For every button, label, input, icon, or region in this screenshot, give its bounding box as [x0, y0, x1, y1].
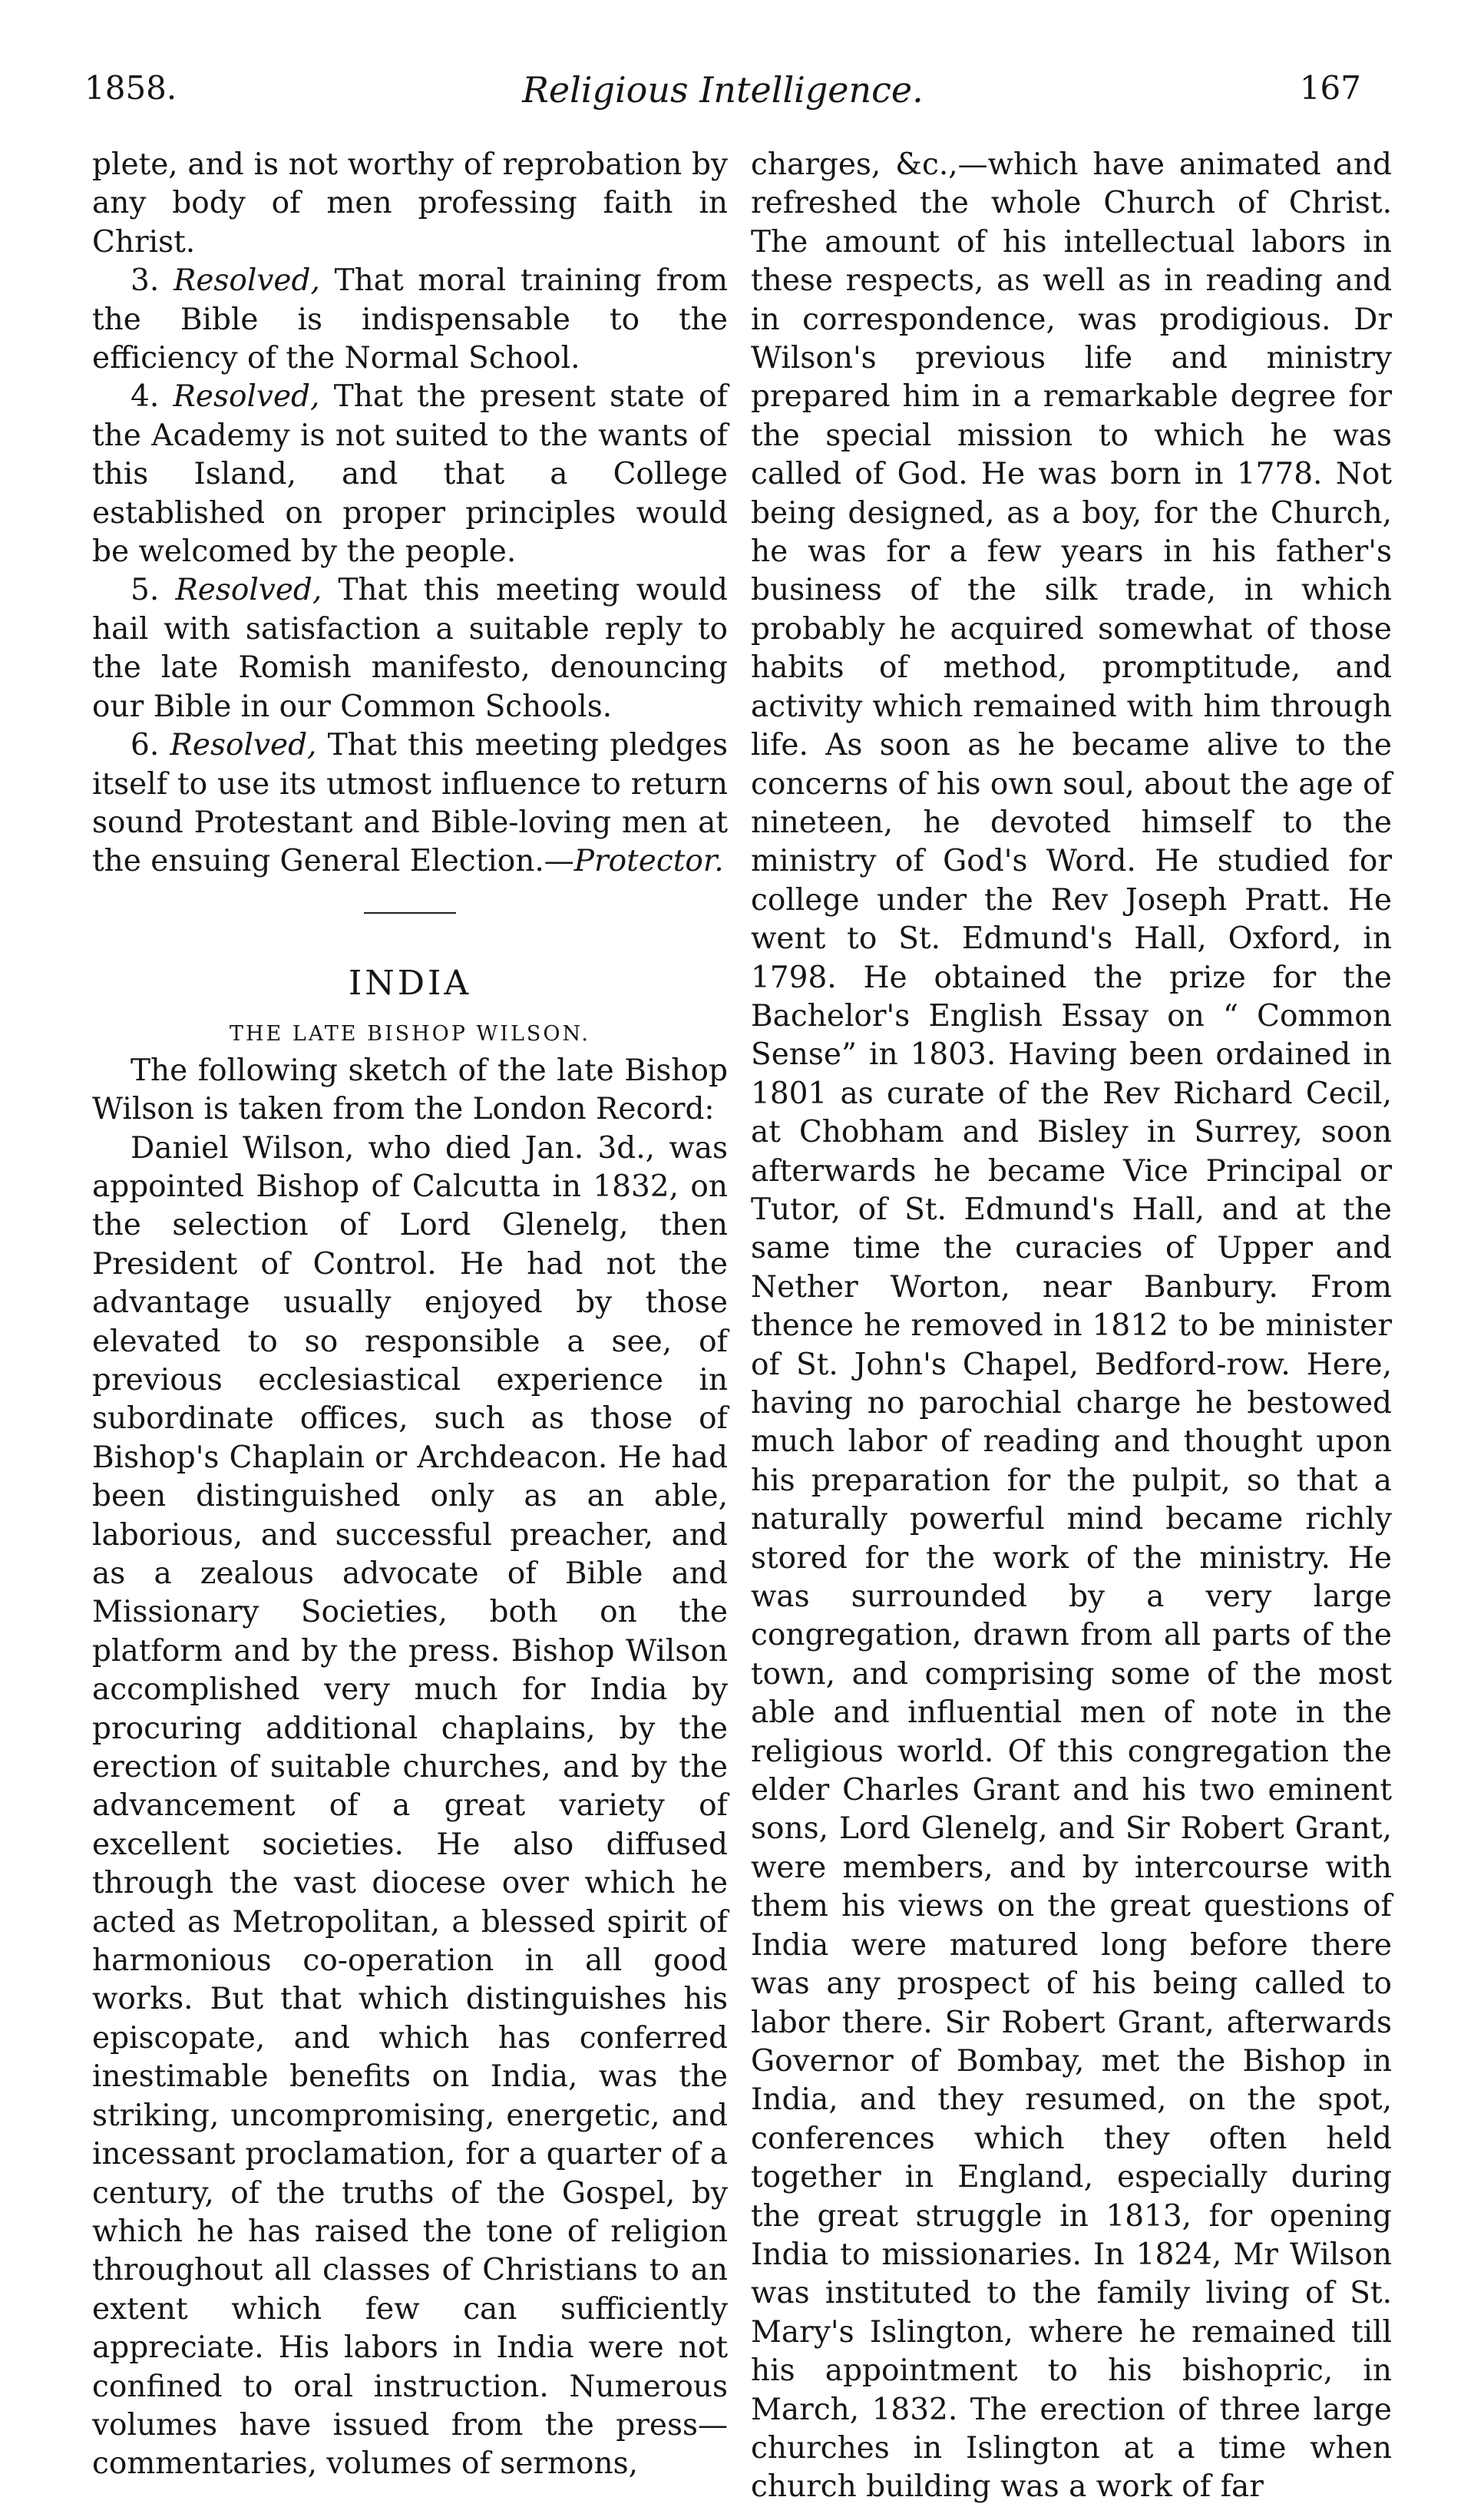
right-column: [751, 146, 1392, 2507]
resolution-6-number: 6.: [131, 728, 160, 763]
article-body-left: Daniel Wilson, who died Jan. 3d., was appointed Bishop of Calcutta in 1832, on the selection of Lord Glenelg, then President of Control. He had not the advantage usually enjoyed by those elevated to so responsible a see, of previous ecclesiastical experience in subordinate offices, such as those of Bishop's Chaplain or Archdeacon. He had been distinguished only as an able, laborious, and successful preacher, and as a zealous advocate of Bible and Missionary Societies, both on the platform and by the press. Bishop Wilson accomplished very much for India by procuring additional chaplains, by the erection of suitable churches, and by the advancement of a great variety of excellent societies. He also diffused through the vast diocese over which he acted as Metropolitan, a blessed spirit of harmonious co-operation in all good works. But that which distinguishes his episcopate, and which has conferred inestimable benefits on India, was the striking, uncompromising, energetic, and incessant proclamation, for a quarter of a century, of the truths of the Gospel, by which he has raised the tone of religion throughout all classes of Christians to an extent which few can sufficiently appreciate. His labors in India were not confined to oral instruction. Numerous volumes have issued from the press—commentaries, volumes of sermons,: [92, 1130, 728, 2482]
resolution-3-text: That moral training from the Bible is indispensable to the efficiency of the Normal School.: [92, 263, 728, 376]
resolution-4-text: That the present state of the Academy is not suited to the wants of this Island, and that a College established on proper principles would be welcomed by the people.: [92, 379, 728, 570]
resolution-4-number: 4.: [131, 379, 160, 415]
section-title: INDIA: [348, 963, 472, 1003]
resolution-5-number: 5.: [131, 573, 160, 608]
article-body-right: charges, &c.,—which have animated and refreshed the whole Church of Christ. The amount of his intellectual labors in these respects, as well as in reading and in correspondence, was prodigious. Dr Wilson's previous life and ministry prepared him in a remarkable degree for the special mission to which he was called of God. He was born in 1778. Not being designed, as a boy, for the Church, he was for a few years in his father's business of the silk trade, in which probably he acquired somewhat of those habits of method, promptitude, and activity which remained with him through life. As soon as he became alive to the concerns of his own soul, about the age of nineteen, he devoted himself to the ministry of God's Word. He studied for college under the Rev Joseph Pratt. He went to St. Edmund's Hall, Oxford, in 1798. He obtained the prize for the Bachelor's English Essay on “ Common Sense” in 1803. Having been ordained in 1801 as curate of the Rev Richard Cecil, at Chobham and Bisley in Surrey, soon afterwards he became Vice Principal or Tutor, of St. Edmund's Hall, and at the same time the curacies of Upper and Nether Worton, near Banbury. From thence he removed in 1812 to be minister of St. John's Chapel, Bedford-row. Here, having no parochial charge he bestowed much labor of reading and thought upon his preparation for the pulpit, so that a naturally powerful mind became richly stored for the work of the ministry. He was surrounded by a very large congregation, drawn from all parts of the town, and comprising some of the most able and influential men of note in the religious world. Of this congregation the elder Charles Grant and his two eminent sons, Lord Glenelg, and Sir Robert Grant, were members, and by intercourse with them his views on the great questions of India were matured long before there was any prospect of his being called to labor there. Sir Robert Grant, afterwards Governor of Bombay, met the Bishop in India, and they resumed, on the spot, conferences which they often held together in England, especially during the great struggle in 1813, for opening India to missionaries. In 1824, Mr Wilson was instituted to the family living of St. Mary's Islington, where he remained till his appointment to his bishopric, in March, 1832. The erection of three large churches in Islington at a time when church building was a work of far: [751, 147, 1392, 2505]
resolution-3-number: 3.: [131, 263, 160, 299]
resolution-continuation: plete, and is not worthy of reprobation by any body of men professing faith in Christ.: [92, 147, 728, 260]
resolution-6-source: Protector.: [573, 844, 724, 879]
resolution-5-label: Resolved,: [175, 573, 322, 608]
resolution-6-text: That this meeting pledges itself to use its utmost influence to return sound Protestant and Bible-loving men at the ensuing General Election.—: [92, 728, 728, 879]
header-page-number: 167: [1299, 69, 1361, 107]
article-intro: The following sketch of the late Bishop Wilson is taken from the London Record:: [92, 1053, 728, 1127]
resolution-4-label: Resolved,: [173, 379, 320, 415]
header-year: 1858.: [84, 69, 177, 107]
page-header: [84, 69, 1361, 131]
left-column: [92, 146, 728, 2484]
article-subheading: THE LATE BISHOP WILSON.: [230, 1021, 590, 1046]
resolution-5-text: That this meeting would hail with satisfaction a suitable reply to the late Romish manifesto, denouncing our Bible in our Common Schools.: [92, 573, 728, 724]
resolution-6: [92, 726, 728, 881]
resolution-5: [92, 571, 728, 726]
resolution-4: [92, 378, 728, 571]
section-divider: [364, 912, 456, 914]
resolution-6-label: Resolved,: [170, 728, 317, 763]
resolution-3: [92, 262, 728, 378]
resolution-3-label: Resolved,: [173, 263, 320, 299]
header-title: Religious Intelligence.: [522, 69, 924, 111]
